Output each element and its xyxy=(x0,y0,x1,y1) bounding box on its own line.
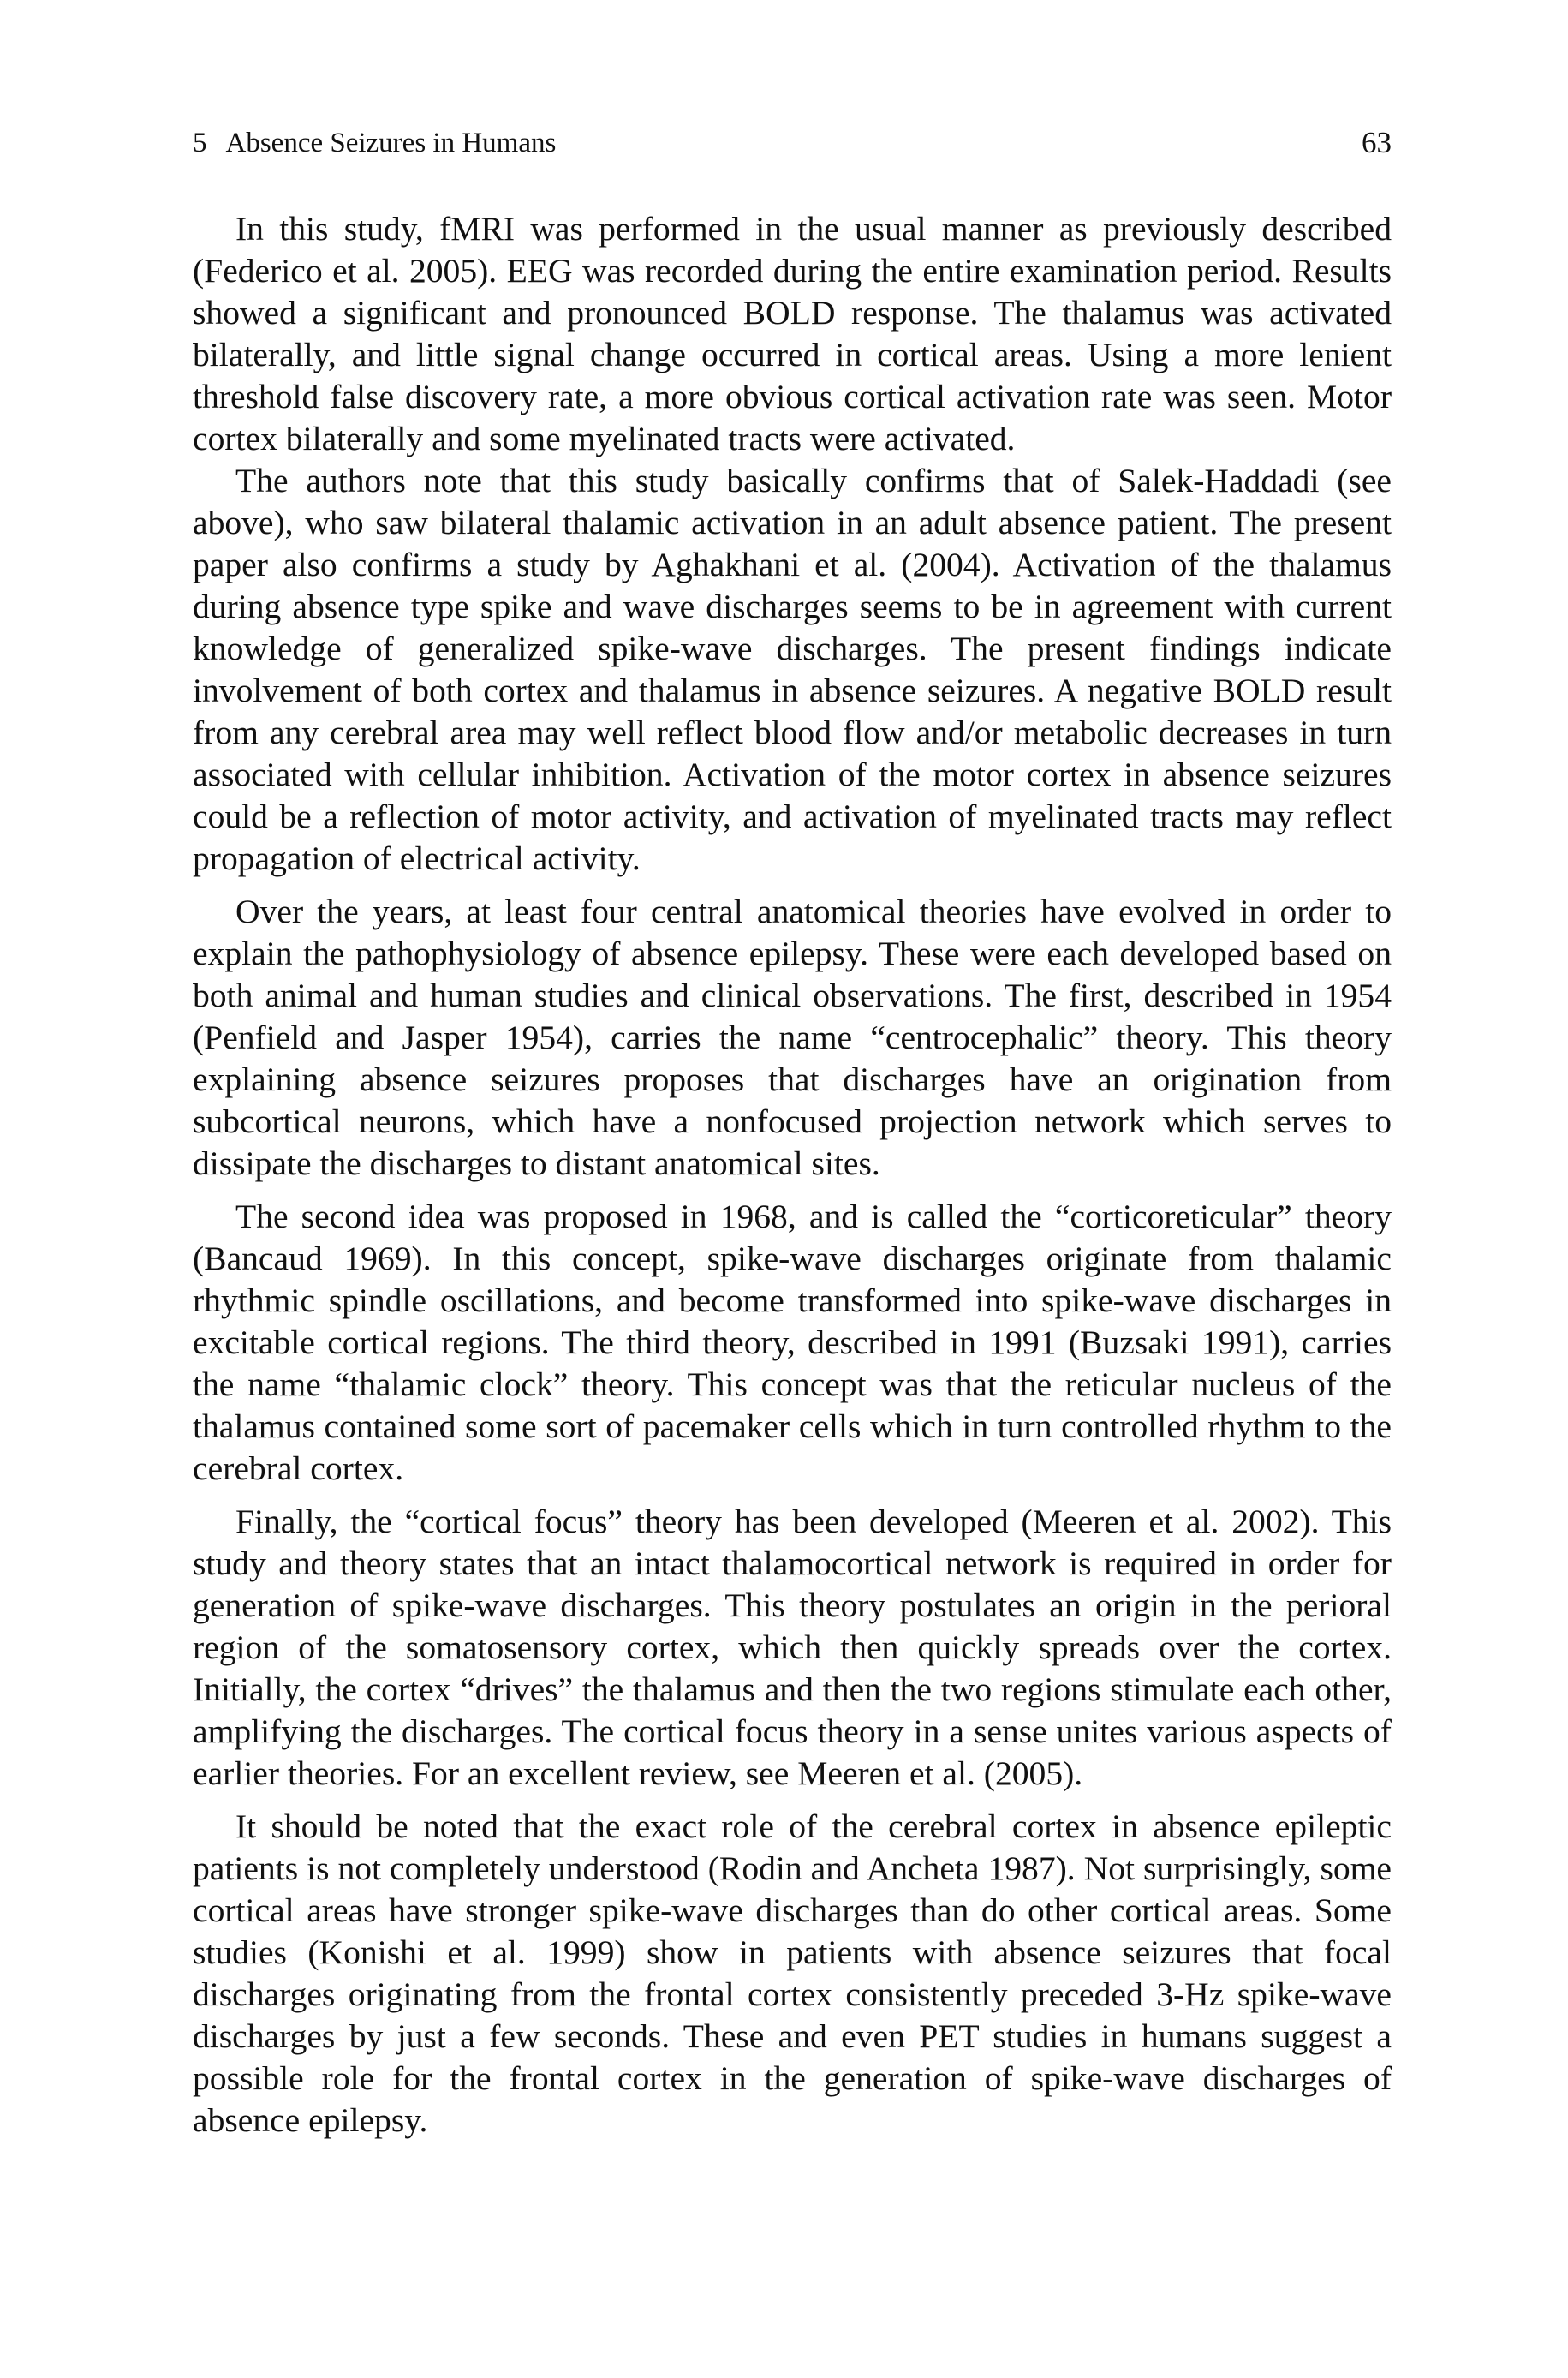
paragraph: In this study, fMRI was performed in the usual manner as previously described (Federico et al. 2005). EEG was recorded during the entire examination period. Results showed a significant and pronounced BOLD response. The thalamus was activated bilaterally, and little signal change occurred in cortical areas. Using a more lenient threshold false discovery rate, a more obvious cortical activation rate was seen. Motor cortex bilaterally and some myelinated tracts were activated. xyxy=(193,210,1392,457)
page-number: 63 xyxy=(1362,126,1392,159)
chapter-title: Absence Seizures in Humans xyxy=(225,128,557,158)
paragraph: Over the years, at least four central anatomical theories have evolved in order to explain the pathophysiology of absence epilepsy. These were each developed based on both animal and human studies and clinical observations. The first, described in 1954 (Penfield and Jasper 1954), carries the name “centrocephalic” theory. This theory explaining absence seizures proposes that discharges have an origination from subcortical neurons, which have a nonfocused projection network which serves to dissipate the discharges to distant anatomical sites. xyxy=(193,893,1392,1182)
body-text xyxy=(193,208,1392,2142)
paragraph: Finally, the “cortical focus” theory has been developed (Meeren et al. 2002). This study and theory states that an intact thalamocortical network is required in order for generation of spike-wave discharges. This theory postulates an origin in the perioral region of the somatosensory cortex, which then quickly spreads over the cortex. Initially, the cortex “drives” the thalamus and then the two regions stimulate each other, amplifying the discharges. The cortical focus theory in a sense unites various aspects of earlier theories. For an excellent review, see Meeren et al. (2005). xyxy=(193,1503,1392,1792)
running-head xyxy=(193,122,1392,164)
chapter-number: 5 xyxy=(193,128,207,158)
paragraph: The second idea was proposed in 1968, and is called the “corticoreticular” theory (Bancaud 1969). In this concept, spike-wave discharges originate from thalamic rhythmic spindle oscillations, and become transformed into spike-wave discharges in excitable cortical regions. The third theory, described in 1991 (Buzsaki 1991), carries the name “thalamic clock” theory. This concept was that the reticular nucleus of the thalamus contained some sort of pacemaker cells which in turn controlled rhythm to the cerebral cortex. xyxy=(193,1198,1392,1487)
paragraph: It should be noted that the exact role of the cerebral cortex in absence epileptic patients is not completely understood (Rodin and Ancheta 1987). Not surprisingly, some cortical areas have stronger spike-wave discharges than do other cortical areas. Some studies (Konishi et al. 1999) show in patients with absence seizures that focal discharges originating from the frontal cortex consistently preceded 3-Hz spike-wave discharges by just a few seconds. These and even PET studies in humans suggest a possible role for the frontal cortex in the generation of spike-wave discharges of absence epilepsy. xyxy=(193,1807,1392,2139)
paragraph: The authors note that this study basically confirms that of Salek-Haddadi (see above), who saw bilateral thalamic activation in an adult absence patient. The present paper also confirms a study by Aghakhani et al. (2004). Activation of the thalamus during absence type spike and wave discharges seems to be in agreement with current knowledge of generalized spike-wave discharges. The present findings indicate involvement of both cortex and thalamus in absence seizures. A negative BOLD result from any cerebral area may well reflect blood flow and/or metabolic decreases in turn associated with cellular inhibition. Activation of the motor cortex in absence seizures could be a reflection of motor activity, and activation of myelinated tracts may reflect propagation of electrical activity. xyxy=(193,462,1392,877)
